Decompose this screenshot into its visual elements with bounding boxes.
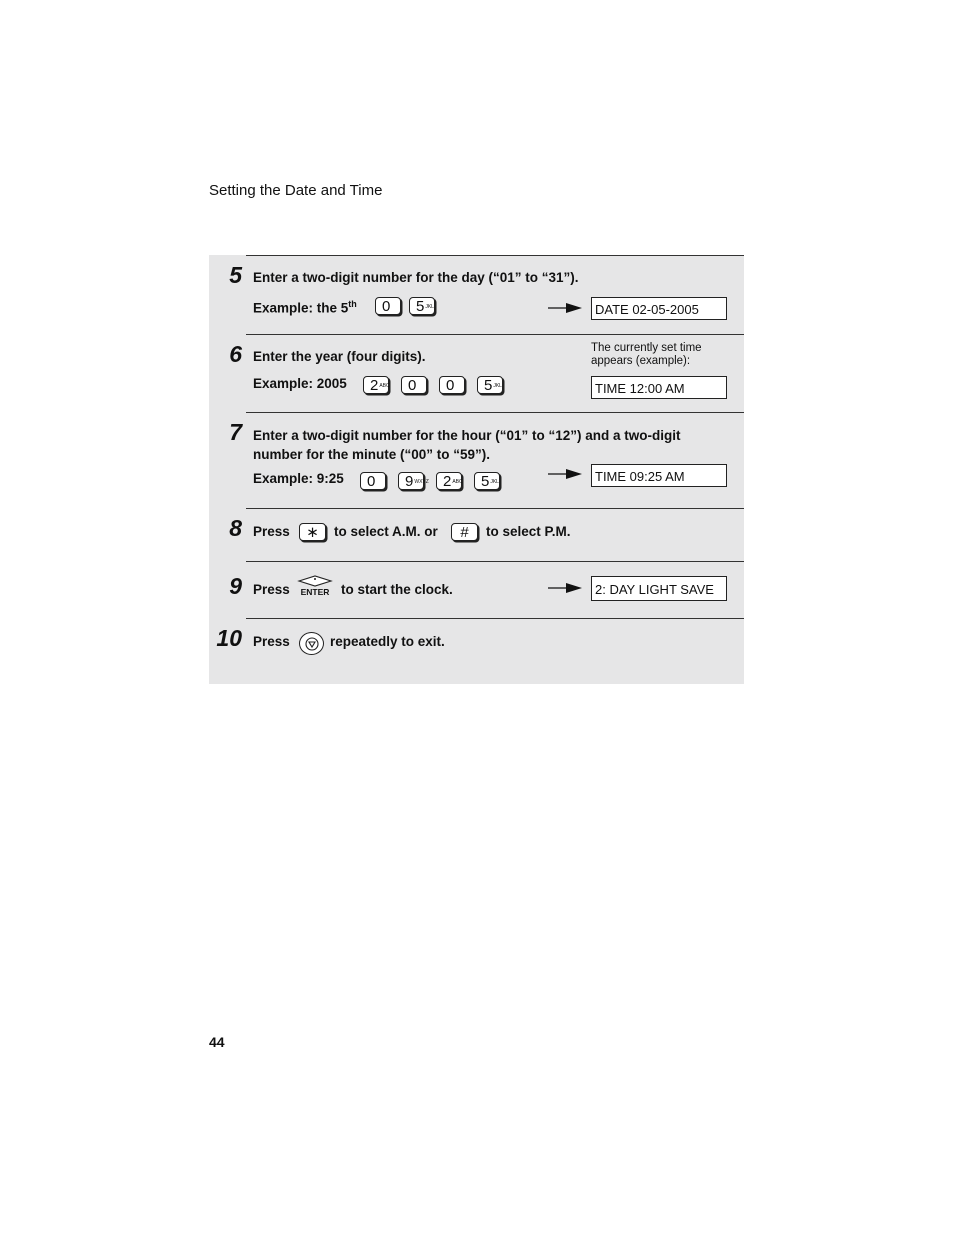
step-text: Enter a two-digit number for the day (“01” to “31”). xyxy=(253,270,579,285)
divider xyxy=(246,618,744,619)
key-0[interactable]: 0 xyxy=(439,376,465,394)
step-text: to start the clock. xyxy=(341,582,453,597)
lcd-display: DATE 02-05-2005 xyxy=(591,297,727,320)
step-text-line-2: number for the minute (“00” to “59”). xyxy=(253,447,491,462)
press-label: Press xyxy=(253,634,290,649)
star-key[interactable]: ∗ xyxy=(299,523,326,541)
divider xyxy=(246,508,744,509)
arrow-right-icon xyxy=(548,468,582,480)
stop-icon xyxy=(305,637,319,651)
arrow-right-icon xyxy=(548,302,582,314)
page-header: Setting the Date and Time xyxy=(209,182,383,199)
press-label: Press xyxy=(253,524,290,539)
step-6 xyxy=(209,334,744,412)
example-label: Example: the 5th xyxy=(253,299,357,316)
key-2[interactable]: 2 ABC xyxy=(436,472,462,490)
hash-key[interactable]: # xyxy=(451,523,478,541)
step-5 xyxy=(209,255,744,334)
key-0[interactable]: 0 xyxy=(360,472,386,490)
step-number: 6 xyxy=(229,341,242,367)
step-text-line-1: Enter a two-digit number for the hour (“01” to “12”) and a two-digit xyxy=(253,428,681,443)
example-label: Example: 9:25 xyxy=(253,471,344,486)
key-9[interactable]: 9 WXYZ xyxy=(398,472,424,490)
lcd-display: TIME 09:25 AM xyxy=(591,464,727,487)
key-0[interactable]: 0 xyxy=(375,297,401,315)
divider xyxy=(246,334,744,335)
arrow-right-icon xyxy=(548,582,582,594)
key-5[interactable]: 5 JKL xyxy=(474,472,500,490)
example-label: Example: 2005 xyxy=(253,376,347,391)
instruction-panel xyxy=(209,255,744,684)
step-7 xyxy=(209,412,744,508)
key-0[interactable]: 0 xyxy=(401,376,427,394)
key-5[interactable]: 5 JKL xyxy=(409,297,435,315)
key-2[interactable]: 2 ABC xyxy=(363,376,389,394)
lcd-display: 2: DAY LIGHT SAVE xyxy=(591,576,727,601)
divider xyxy=(246,561,744,562)
press-label: Press xyxy=(253,582,290,597)
step-number: 5 xyxy=(229,262,242,288)
stop-key[interactable] xyxy=(299,632,324,655)
display-note: The currently set time appears (example): xyxy=(591,342,702,367)
key-5[interactable]: 5 JKL xyxy=(477,376,503,394)
page-number: 44 xyxy=(209,1034,225,1050)
step-number: 10 xyxy=(216,625,242,651)
step-10 xyxy=(209,618,744,684)
divider xyxy=(246,412,744,413)
step-number: 8 xyxy=(229,515,242,541)
key-sequence xyxy=(375,297,435,315)
key-sequence xyxy=(360,472,500,490)
step-text: to select P.M. xyxy=(486,524,571,539)
key-sequence xyxy=(363,376,503,394)
step-8 xyxy=(209,508,744,561)
step-number: 7 xyxy=(229,419,242,445)
step-text: to select A.M. or xyxy=(334,524,438,539)
enter-key[interactable]: ENTER xyxy=(297,575,333,597)
step-9 xyxy=(209,561,744,618)
step-text: Enter the year (four digits). xyxy=(253,349,426,364)
divider xyxy=(246,255,744,256)
step-number: 9 xyxy=(229,573,242,599)
step-text: repeatedly to exit. xyxy=(330,634,445,649)
lcd-display: TIME 12:00 AM xyxy=(591,376,727,399)
